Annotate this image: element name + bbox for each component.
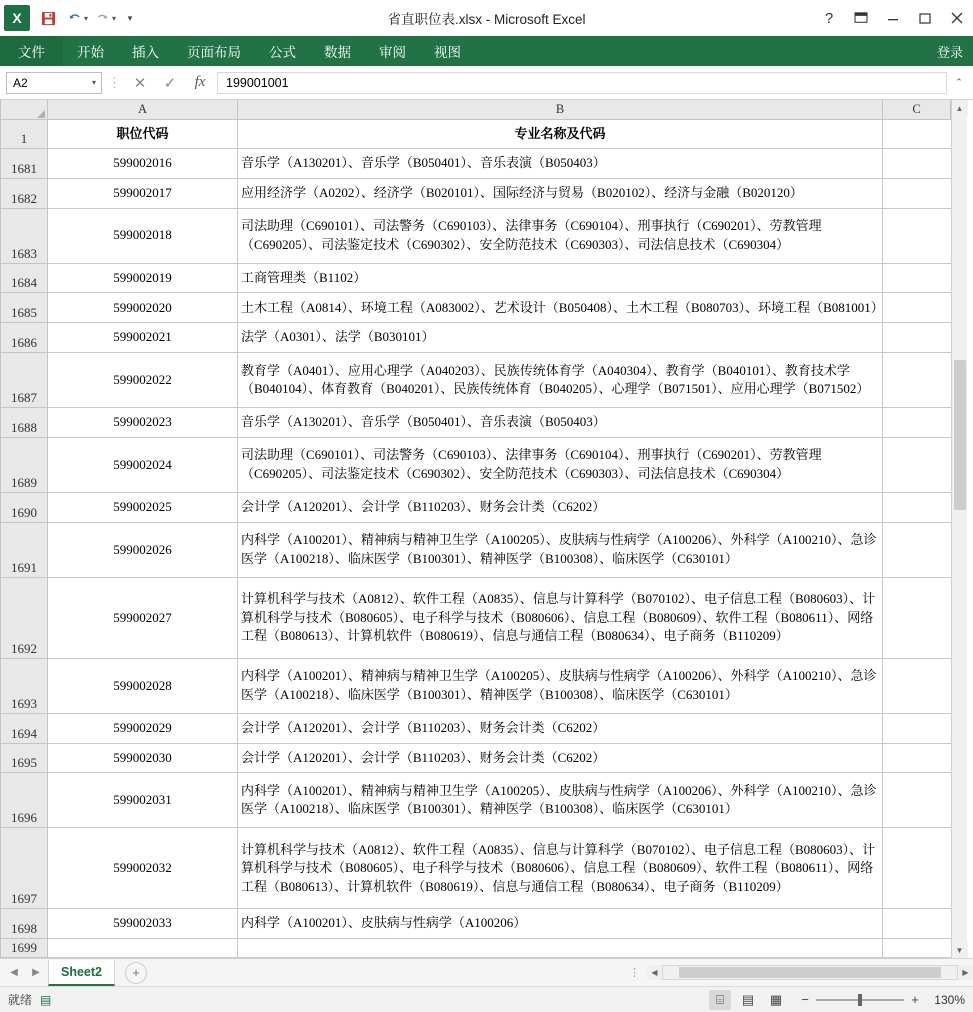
- row-header[interactable]: 1688: [1, 408, 48, 438]
- page-break-preview-icon[interactable]: ▦: [769, 991, 783, 1007]
- worksheet-grid: [0, 100, 951, 958]
- cell-position-code[interactable]: 599002029: [48, 713, 238, 743]
- add-sheet-icon[interactable]: +: [125, 962, 147, 984]
- customize-quick-access-toolbar-icon[interactable]: ▾: [127, 12, 133, 23]
- cell-major-names[interactable]: 土木工程（A0814）、环境工程（A083002）、艺术设计（B050408）、土木工程（B080703）、环境工程（B081001）: [238, 293, 883, 323]
- cell-c[interactable]: [883, 773, 951, 828]
- table-row: [1, 119, 951, 149]
- cell-position-code[interactable]: 599002028: [48, 658, 238, 713]
- table-row: [1, 909, 951, 939]
- tab-data[interactable]: 数据: [324, 45, 351, 60]
- row-header[interactable]: 1690: [1, 492, 48, 522]
- tab-insert[interactable]: 插入: [132, 45, 159, 60]
- cell-c[interactable]: [883, 522, 951, 577]
- cell-major-names[interactable]: 司法助理（C690101）、司法警务（C690103）、法律事务（C690104）、刑事执行（C690201）、劳教管理（C690205）、司法鉴定技术（C690302）、安全防范技术（C690303）、司法信息技术（C690304）: [238, 208, 883, 263]
- table-row: [1, 658, 951, 713]
- table-row: [1, 522, 951, 577]
- row-header[interactable]: 1698: [1, 909, 48, 939]
- cell-c[interactable]: [883, 939, 951, 958]
- cell-c[interactable]: [883, 658, 951, 713]
- zoom-slider[interactable]: [799, 992, 921, 1007]
- table-row: [1, 263, 951, 293]
- undo-dropdown-icon[interactable]: ▾: [84, 13, 89, 23]
- table-row: [1, 408, 951, 438]
- name-box-value: A2: [13, 75, 28, 90]
- cell-major-names[interactable]: 司法助理（C690101）、司法警务（C690103）、法律事务（C690104）、刑事执行（C690201）、劳教管理（C690205）、司法鉴定技术（C690302）、安全防范技术（C690303）、司法信息技术（C690304）: [238, 437, 883, 492]
- cell-major-names[interactable]: 工商管理类（B1102）: [238, 263, 883, 293]
- row-header[interactable]: 1696: [1, 773, 48, 828]
- cell-position-code[interactable]: 599002033: [48, 909, 238, 939]
- table-row: [1, 577, 951, 658]
- page-layout-view-icon[interactable]: ▤: [741, 991, 755, 1007]
- row-header[interactable]: 1689: [1, 437, 48, 492]
- ribbon-tab-bar: [0, 36, 973, 66]
- cell-major-names[interactable]: 计算机科学与技术（A0812）、软件工程（A0835）、信息与计算科学（B070102）、电子信息工程（B080603）、计算机科学与技术（B080605）、电子科学与技术（B080606）、信息工程（B080609）、软件工程（B080611）、网络工程（B080613）、计算机软件（B080619）、信息与通信工程（B080634）、电子商务（B110209）: [238, 577, 883, 658]
- cell-a1[interactable]: 职位代码: [48, 119, 238, 149]
- title-bar: [0, 0, 973, 36]
- cell-major-names[interactable]: 会计学（A120201）、会计学（B110203）、财务会计类（C6202）: [238, 492, 883, 522]
- cancel-entry-icon[interactable]: ✕: [133, 74, 147, 92]
- name-box[interactable]: [6, 72, 102, 94]
- ribbon-display-options-icon[interactable]: [845, 0, 877, 36]
- scroll-down-icon[interactable]: ▼: [952, 942, 968, 958]
- next-sheet-icon[interactable]: ▶: [32, 967, 40, 978]
- excel-logo-icon: X: [4, 5, 30, 31]
- cell-c1[interactable]: [883, 119, 951, 149]
- cell-c[interactable]: [883, 828, 951, 909]
- row-header[interactable]: 1695: [1, 743, 48, 773]
- tab-home[interactable]: 开始: [77, 45, 104, 60]
- column-header-row: [1, 100, 951, 119]
- scroll-up-icon[interactable]: ▲: [952, 100, 968, 116]
- horizontal-scrollbar[interactable]: [662, 965, 958, 980]
- table-row: [1, 437, 951, 492]
- cell-major-names[interactable]: 内科学（A100201）、精神病与精神卫生学（A100205）、皮肤病与性病学（A100206）、外科学（A100210）、急诊医学（A100218）、临床医学（B100301）、精神医学（B100308）、临床医学（C630101）: [238, 522, 883, 577]
- row-header[interactable]: 1683: [1, 208, 48, 263]
- previous-sheet-icon[interactable]: ◀: [10, 967, 18, 978]
- table-row: [1, 323, 951, 353]
- zoom-out-button[interactable]: −: [801, 992, 809, 1007]
- cell-position-code[interactable]: 599002026: [48, 522, 238, 577]
- table-row: [1, 743, 951, 773]
- cell-major-names[interactable]: 会计学（A120201）、会计学（B110203）、财务会计类（C6202）: [238, 743, 883, 773]
- macro-record-icon[interactable]: ▤: [40, 992, 52, 1007]
- table-row: [1, 352, 951, 407]
- cell-position-code[interactable]: 599002031: [48, 773, 238, 828]
- tab-review[interactable]: 审阅: [379, 45, 406, 60]
- confirm-entry-icon[interactable]: ✓: [163, 74, 177, 92]
- table-row: [1, 178, 951, 208]
- close-icon[interactable]: [941, 0, 973, 36]
- horizontal-scroll-region: [623, 965, 973, 980]
- redo-icon[interactable]: [90, 6, 117, 30]
- row-header[interactable]: 1: [1, 119, 48, 149]
- cell-position-code[interactable]: 599002022: [48, 352, 238, 407]
- table-row: [1, 492, 951, 522]
- cell-major-names[interactable]: 音乐学（A130201）、音乐学（B050401）、音乐表演（B050403）: [238, 149, 883, 179]
- cell-major-names[interactable]: 音乐学（A130201）、音乐学（B050401）、音乐表演（B050403）: [238, 408, 883, 438]
- cell-c[interactable]: [883, 408, 951, 438]
- cell-major-names[interactable]: 计算机科学与技术（A0812）、软件工程（A0835）、信息与计算科学（B070102）、电子信息工程（B080603）、计算机科学与技术（B080605）、电子科学与技术（B080606）、信息工程（B080609）、软件工程（B080611）、网络工程（B080613）、计算机软件（B080619）、信息与通信工程（B080634）、电子商务（B110209）: [238, 828, 883, 909]
- cell-c[interactable]: [883, 352, 951, 407]
- quick-access-toolbar: [0, 0, 142, 36]
- row-header[interactable]: 1686: [1, 323, 48, 353]
- chevron-down-icon[interactable]: ▾: [91, 78, 96, 87]
- window-title: 省直职位表.xlsx - Microsoft Excel: [387, 12, 586, 27]
- scroll-right-icon[interactable]: ▶: [958, 965, 973, 980]
- cell-b1[interactable]: 专业名称及代码: [238, 119, 883, 149]
- expand-formula-bar-icon[interactable]: ⌃: [955, 77, 963, 87]
- zoom-level-label[interactable]: 130%: [934, 992, 965, 1007]
- cell-position-code[interactable]: 599002016: [48, 149, 238, 179]
- sheet-tab-bar: [0, 958, 973, 986]
- cell-major-names[interactable]: 内科学（A100201）、精神病与精神卫生学（A100205）、皮肤病与性病学（A100206）、外科学（A100210）、急诊医学（A100218）、临床医学（B100301）、精神医学（B100308）、临床医学（C630101）: [238, 658, 883, 713]
- cell-major-names[interactable]: 内科学（A100201）、皮肤病与性病学（A100206）: [238, 909, 883, 939]
- table-row: [1, 939, 951, 958]
- cell-position-code[interactable]: 599002021: [48, 323, 238, 353]
- help-icon[interactable]: ?: [824, 9, 834, 27]
- worksheet-area: [0, 100, 973, 958]
- window-controls: [813, 0, 973, 36]
- cell-position-code[interactable]: [48, 939, 238, 958]
- table-row: [1, 713, 951, 743]
- cell-c[interactable]: [883, 492, 951, 522]
- cell-c[interactable]: [883, 437, 951, 492]
- cell-c[interactable]: [883, 743, 951, 773]
- formula-input[interactable]: 199001001: [217, 72, 947, 94]
- minimize-icon[interactable]: [877, 0, 909, 36]
- cell-c[interactable]: [883, 208, 951, 263]
- cell-c[interactable]: [883, 577, 951, 658]
- table-row: [1, 293, 951, 323]
- cell-position-code[interactable]: 599002027: [48, 577, 238, 658]
- cell-major-names[interactable]: 应用经济学（A0202）、经济学（B020101）、国际经济与贸易（B020102）、经济与金融（B020120）: [238, 178, 883, 208]
- cell-position-code[interactable]: 599002017: [48, 178, 238, 208]
- table-row: [1, 149, 951, 179]
- tab-view[interactable]: 视图: [434, 45, 461, 60]
- save-icon[interactable]: [36, 6, 60, 30]
- cell-position-code[interactable]: 599002032: [48, 828, 238, 909]
- row-header[interactable]: 1681: [1, 149, 48, 179]
- undo-icon[interactable]: [62, 6, 89, 30]
- status-state: 就绪: [8, 993, 33, 1007]
- cell-position-code[interactable]: 599002018: [48, 208, 238, 263]
- cell-position-code[interactable]: 599002020: [48, 293, 238, 323]
- zoom-in-button[interactable]: +: [911, 992, 919, 1007]
- row-header[interactable]: 1684: [1, 263, 48, 293]
- cell-c[interactable]: [883, 263, 951, 293]
- split-handle[interactable]: ⋮: [629, 967, 641, 979]
- redo-dropdown-icon[interactable]: ▾: [112, 13, 117, 23]
- status-bar-right: [709, 990, 965, 1010]
- cell-major-names[interactable]: 教育学（A0401）、应用心理学（A040203）、民族传统体育学（A040304）、教育学（B040101）、教育技术学（B040104）、体育教育（B040201）、民族传统体育（B040205）、心理学（B071501）、应用心理学（B071502）: [238, 352, 883, 407]
- sheet-tab-sheet2[interactable]: Sheet2: [48, 960, 115, 986]
- zoom-track[interactable]: [816, 999, 904, 1001]
- row-header[interactable]: 1687: [1, 352, 48, 407]
- horizontal-scrollbar-thumb[interactable]: [679, 967, 941, 978]
- column-header-a[interactable]: A: [48, 100, 238, 119]
- scroll-left-icon[interactable]: ◀: [647, 965, 662, 980]
- vertical-scrollbar[interactable]: [951, 100, 967, 958]
- cell-position-code[interactable]: 599002025: [48, 492, 238, 522]
- formula-bar: [0, 66, 973, 100]
- cell-c[interactable]: [883, 293, 951, 323]
- formula-bar-divider: ⋮: [108, 74, 121, 90]
- cell-position-code[interactable]: 599002030: [48, 743, 238, 773]
- cell-c[interactable]: [883, 713, 951, 743]
- row-header[interactable]: 1693: [1, 658, 48, 713]
- row-header[interactable]: 1692: [1, 577, 48, 658]
- maximize-icon[interactable]: [909, 0, 941, 36]
- cell-c[interactable]: [883, 149, 951, 179]
- vertical-scrollbar-thumb[interactable]: [954, 360, 966, 510]
- cell-major-names[interactable]: 会计学（A120201）、会计学（B110203）、财务会计类（C6202）: [238, 713, 883, 743]
- cell-position-code[interactable]: 599002023: [48, 408, 238, 438]
- row-header[interactable]: 1685: [1, 293, 48, 323]
- insert-function-icon[interactable]: fx: [194, 74, 206, 90]
- cell-major-names[interactable]: 法学（A0301）、法学（B030101）: [238, 323, 883, 353]
- row-header[interactable]: 1691: [1, 522, 48, 577]
- cell-c[interactable]: [883, 323, 951, 353]
- cell-position-code[interactable]: 599002024: [48, 437, 238, 492]
- row-header[interactable]: 1699: [1, 939, 48, 958]
- column-header-b[interactable]: B: [238, 100, 883, 119]
- row-header[interactable]: 1682: [1, 178, 48, 208]
- normal-view-icon[interactable]: ⌸: [709, 990, 731, 1010]
- row-header[interactable]: 1697: [1, 828, 48, 909]
- cell-position-code[interactable]: 599002019: [48, 263, 238, 293]
- column-header-c[interactable]: C: [883, 100, 951, 119]
- status-bar: [0, 986, 973, 1012]
- zoom-thumb[interactable]: [858, 994, 862, 1006]
- table-row: [1, 828, 951, 909]
- row-header[interactable]: 1694: [1, 713, 48, 743]
- select-all-button[interactable]: [1, 100, 48, 119]
- table-row: [1, 208, 951, 263]
- table-row: [1, 773, 951, 828]
- cell-c[interactable]: [883, 909, 951, 939]
- cell-major-names[interactable]: [238, 939, 883, 958]
- sign-in-button[interactable]: 登录: [936, 44, 963, 60]
- cell-c[interactable]: [883, 178, 951, 208]
- tab-file[interactable]: 文件: [0, 36, 63, 66]
- tab-formulas[interactable]: 公式: [269, 45, 296, 60]
- tab-page-layout[interactable]: 页面布局: [187, 45, 241, 60]
- cell-major-names[interactable]: 内科学（A100201）、精神病与精神卫生学（A100205）、皮肤病与性病学（A100206）、外科学（A100210）、急诊医学（A100218）、临床医学（B100301）、精神医学（B100308）、临床医学（C630101）: [238, 773, 883, 828]
